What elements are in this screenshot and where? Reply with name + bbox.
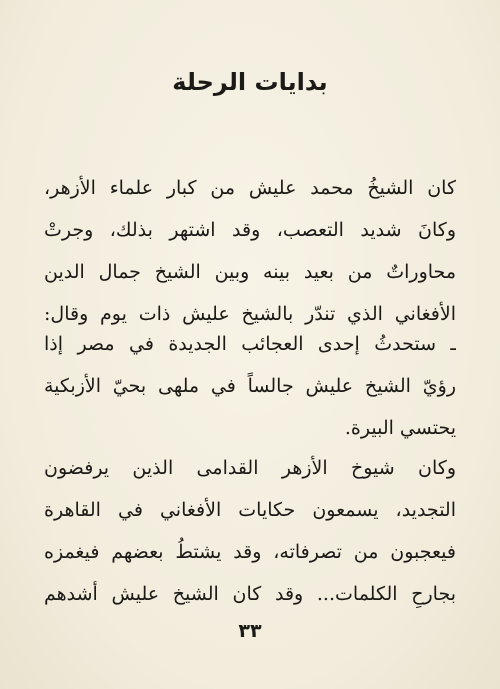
page-number: ٣٣ [238, 620, 262, 642]
paragraph-3 [44, 447, 456, 615]
text-line: يحتسي البيرة. [344, 417, 456, 439]
text-line: كان الشيخُ محمد عليش من كبار علماء الأزهر، [44, 177, 456, 199]
text-line: فيعجبون من تصرفاته، وقد يشتطُ بعضهم فيغمزه [44, 541, 456, 563]
text-line: محاوراتٌ من بعيد بينه وبين الشيخ جمال الدين [44, 261, 456, 283]
text-line: رؤيّ الشيخ عليش جالساً في ملهى بحيّ الأزبكية [44, 375, 456, 397]
chapter-title: بدايات الرحلة [172, 68, 328, 96]
text-line: وكان شيوخ الأزهر القدامى الذين يرفضون [44, 457, 456, 479]
text-line: بجارحِ الكلمات... وقد كان الشيخ عليش أشدهم [44, 583, 456, 605]
text-line: الأفغاني الذي تندّر بالشيخ عليش ذات يوم وقال: [44, 303, 456, 325]
text-line: التجديد، يسمعون حكايات الأفغاني في القاهرة [44, 499, 456, 521]
paragraph-1 [44, 167, 456, 335]
paragraph-2 [44, 323, 456, 449]
text-line: ـ ستحدثُ إحدى العجائب الجديدة في مصر إذا [44, 333, 456, 355]
text-line: وكانَ شديد التعصب، وقد اشتهر بذلك، وجرتْ [44, 219, 456, 241]
